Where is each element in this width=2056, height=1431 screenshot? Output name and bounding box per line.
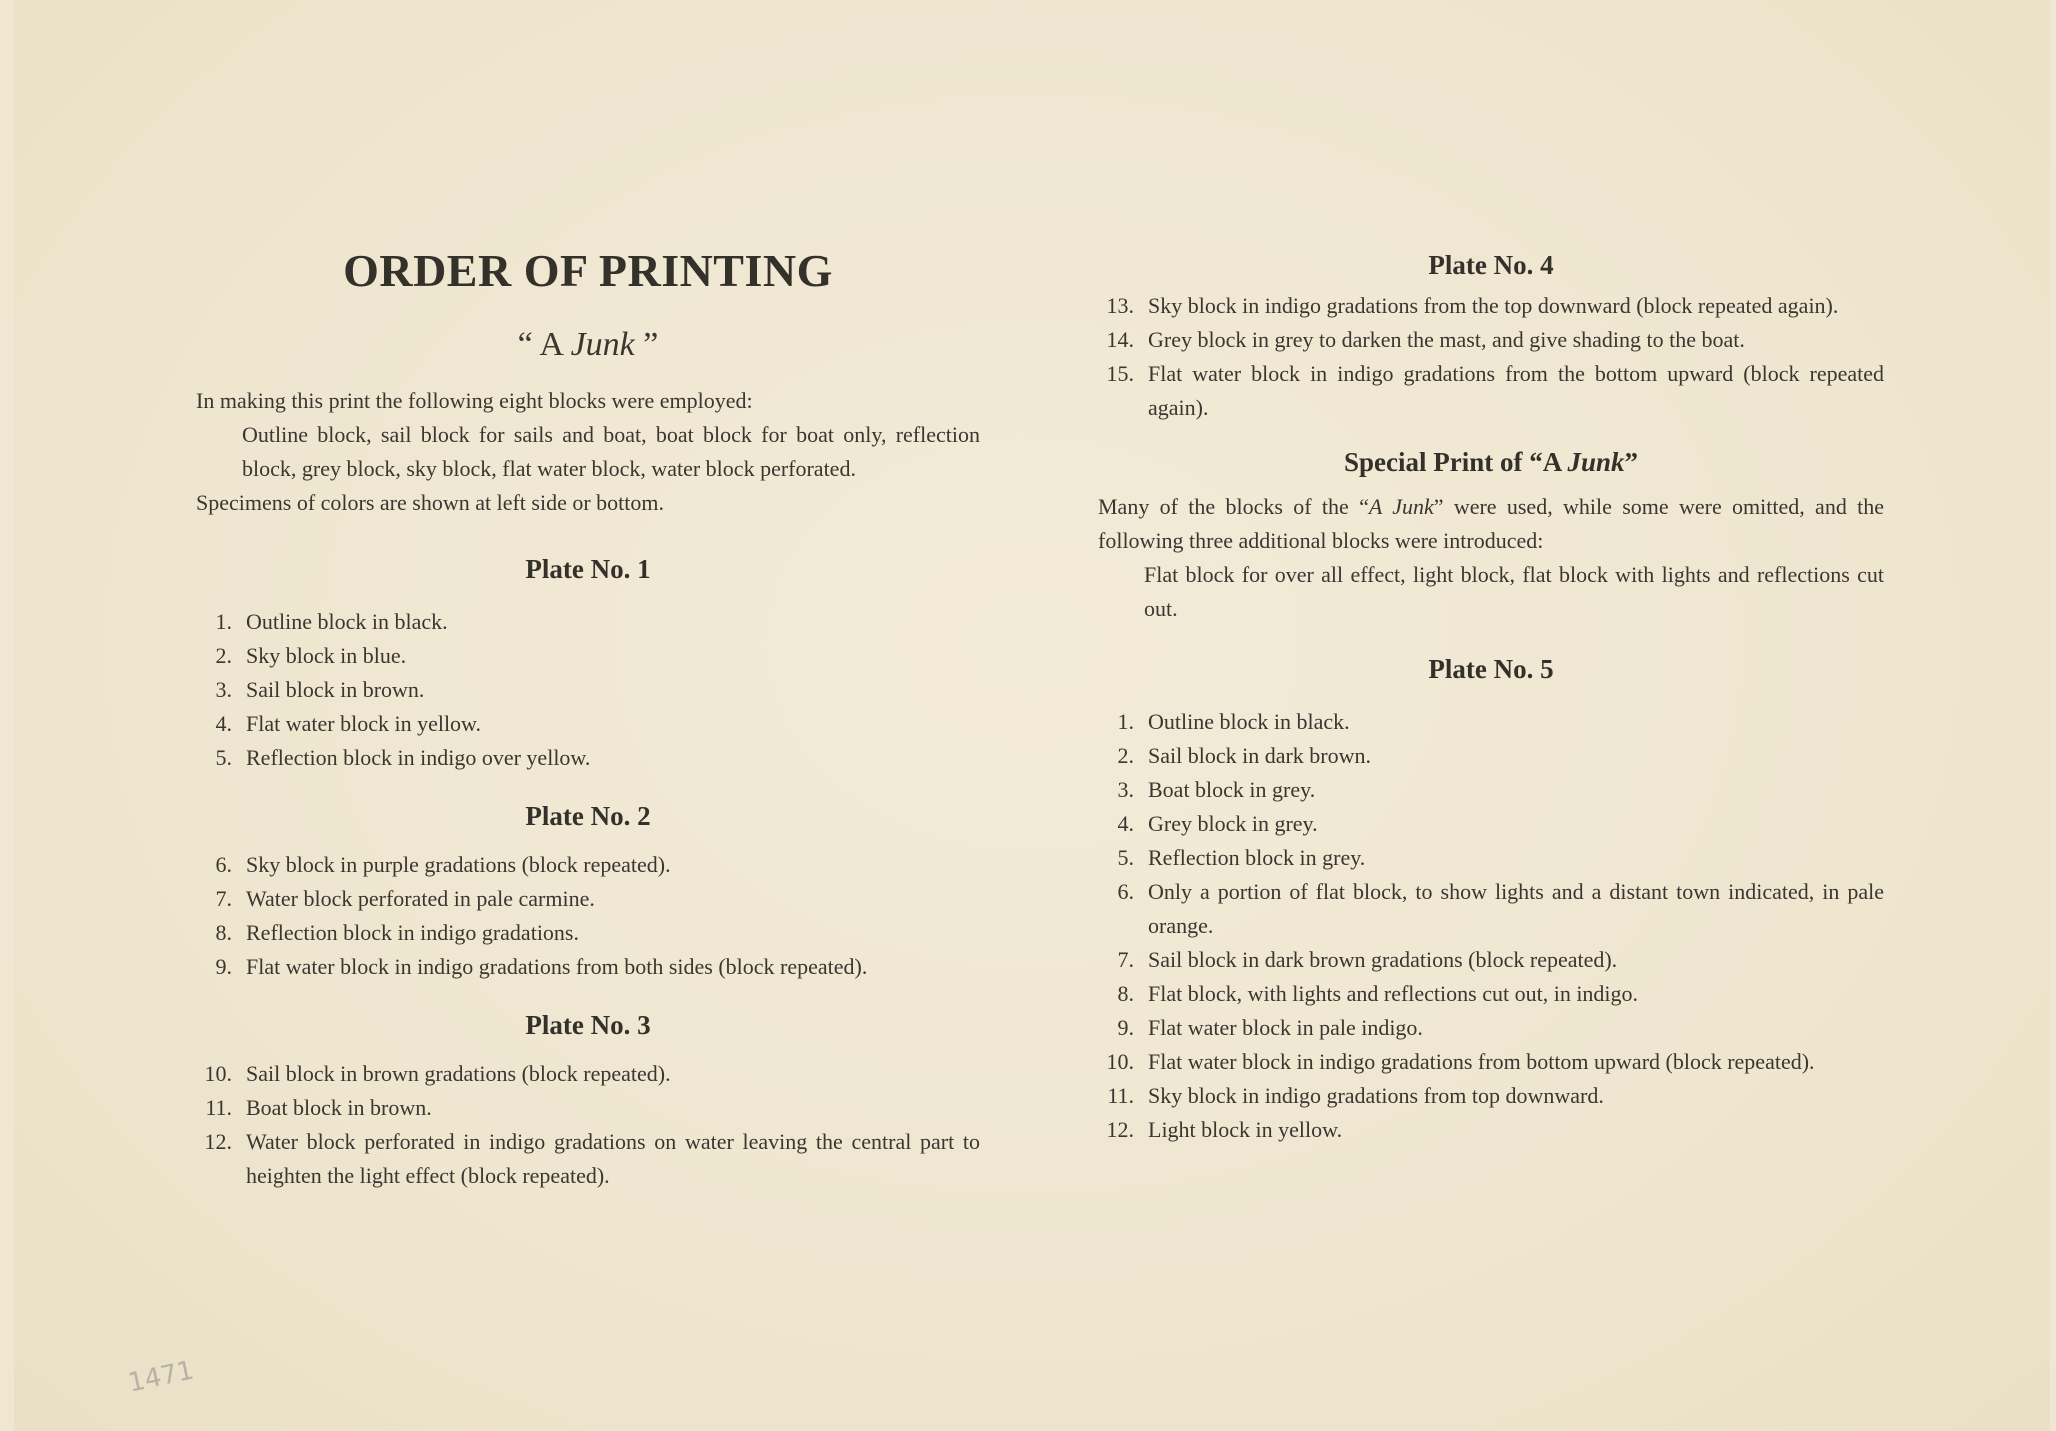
plate-3-list (196, 1057, 980, 1193)
page-title: ORDER OF PRINTING (343, 245, 833, 296)
list-item: 2. Sail block in dark brown. (1117, 743, 1372, 768)
list-item: 1. Outline block in black. (215, 609, 448, 634)
list-item: 4. Grey block in grey. (1117, 811, 1318, 836)
list-item: 9. Flat water block in pale indigo. (1117, 1015, 1423, 1040)
list-item: 1. Outline block in black. (1117, 709, 1350, 734)
list-item: 7. Water block perforated in pale carmine. (215, 886, 595, 911)
list-item: 11. Boat block in brown. (205, 1095, 432, 1120)
plate-1-list (196, 605, 980, 775)
print-subtitle (196, 328, 980, 362)
list-item: 11. Sky block in indigo gradations from top downward. (1107, 1083, 1604, 1108)
list-item: 5. Reflection block in indigo over yellow. (215, 745, 591, 770)
list-item: 14. Grey block in grey to darken the mast, and give shading to the boat. (1106, 327, 1745, 352)
intro-line: In making this print the following eight blocks were employed: (196, 388, 753, 413)
list-item: 7. Sail block in dark brown gradations (block repeated). (1117, 947, 1618, 972)
plate-2-list (196, 848, 980, 984)
list-item: 10. Sail block in brown gradations (block repeated). (204, 1061, 671, 1086)
list-item: 6. Sky block in purple gradations (block repeated). (215, 852, 671, 877)
plate-1-heading: Plate No. 1 (525, 554, 651, 584)
list-item: 8. Reflection block in indigo gradations. (215, 920, 579, 945)
list-item: 4. Flat water block in yellow. (215, 711, 482, 736)
special-print-blocks: Flat block for over all effect, light block, flat block with lights and reflections cut out. (1144, 562, 1884, 621)
plate-2-heading: Plate No. 2 (525, 801, 651, 831)
subtitle-quote-open: “ A (517, 326, 571, 363)
list-item: 2. Sky block in blue. (215, 643, 407, 668)
specimens-note: Specimens of colors are shown at left side or bottom. (196, 490, 665, 515)
special-print-paragraph: Many of the blocks of the “A Junk” were used, while some were omitted, and the following three additional blocks were introduced: (1098, 494, 1885, 553)
plate-5-heading: Plate No. 5 (1428, 654, 1554, 684)
plate-3-heading: Plate No. 3 (525, 1010, 651, 1040)
plate-4-heading: Plate No. 4 (1428, 250, 1554, 280)
pencil-mark: 1471 (125, 1355, 197, 1399)
plate-4-list (1098, 289, 1884, 425)
list-item: 12. Water block perforated in indigo gradations on water leaving the central part to heighten the light effect (block repeated). (204, 1129, 980, 1188)
left-column (196, 230, 980, 1193)
subtitle-quote-close: ” (634, 326, 659, 363)
list-item: 5. Reflection block in grey. (1117, 845, 1366, 870)
plate-5-list (1098, 705, 1884, 1147)
list-item: 8. Flat block, with lights and reflections cut out, in indigo. (1117, 981, 1639, 1006)
list-item: 9. Flat water block in indigo gradations from both sides (block repeated). (215, 954, 868, 979)
list-item: 13. Sky block in indigo gradations from the top downward (block repeated again). (1106, 293, 1839, 318)
intro-blocks: Outline block, sail block for sails and boat, boat block for boat only, reflection block, grey block, sky block, flat water block, water block perforated. (242, 422, 980, 481)
list-item: 12. Light block in yellow. (1106, 1117, 1343, 1142)
list-item: 3. Boat block in grey. (1117, 777, 1316, 802)
subtitle-italic: Junk (570, 326, 635, 363)
list-item: 3. Sail block in brown. (215, 677, 425, 702)
list-item: 6. Only a portion of flat block, to show lights and a distant town indicated, in pale orange. (1117, 879, 1884, 938)
special-print-heading: Special Print of “A Junk” (1343, 447, 1639, 477)
list-item: 10. Flat water block in indigo gradations from bottom upward (block repeated). (1106, 1049, 1815, 1074)
right-column (1098, 230, 1884, 1147)
list-item: 15. Flat water block in indigo gradations from the bottom upward (block repeated again). (1106, 361, 1884, 420)
